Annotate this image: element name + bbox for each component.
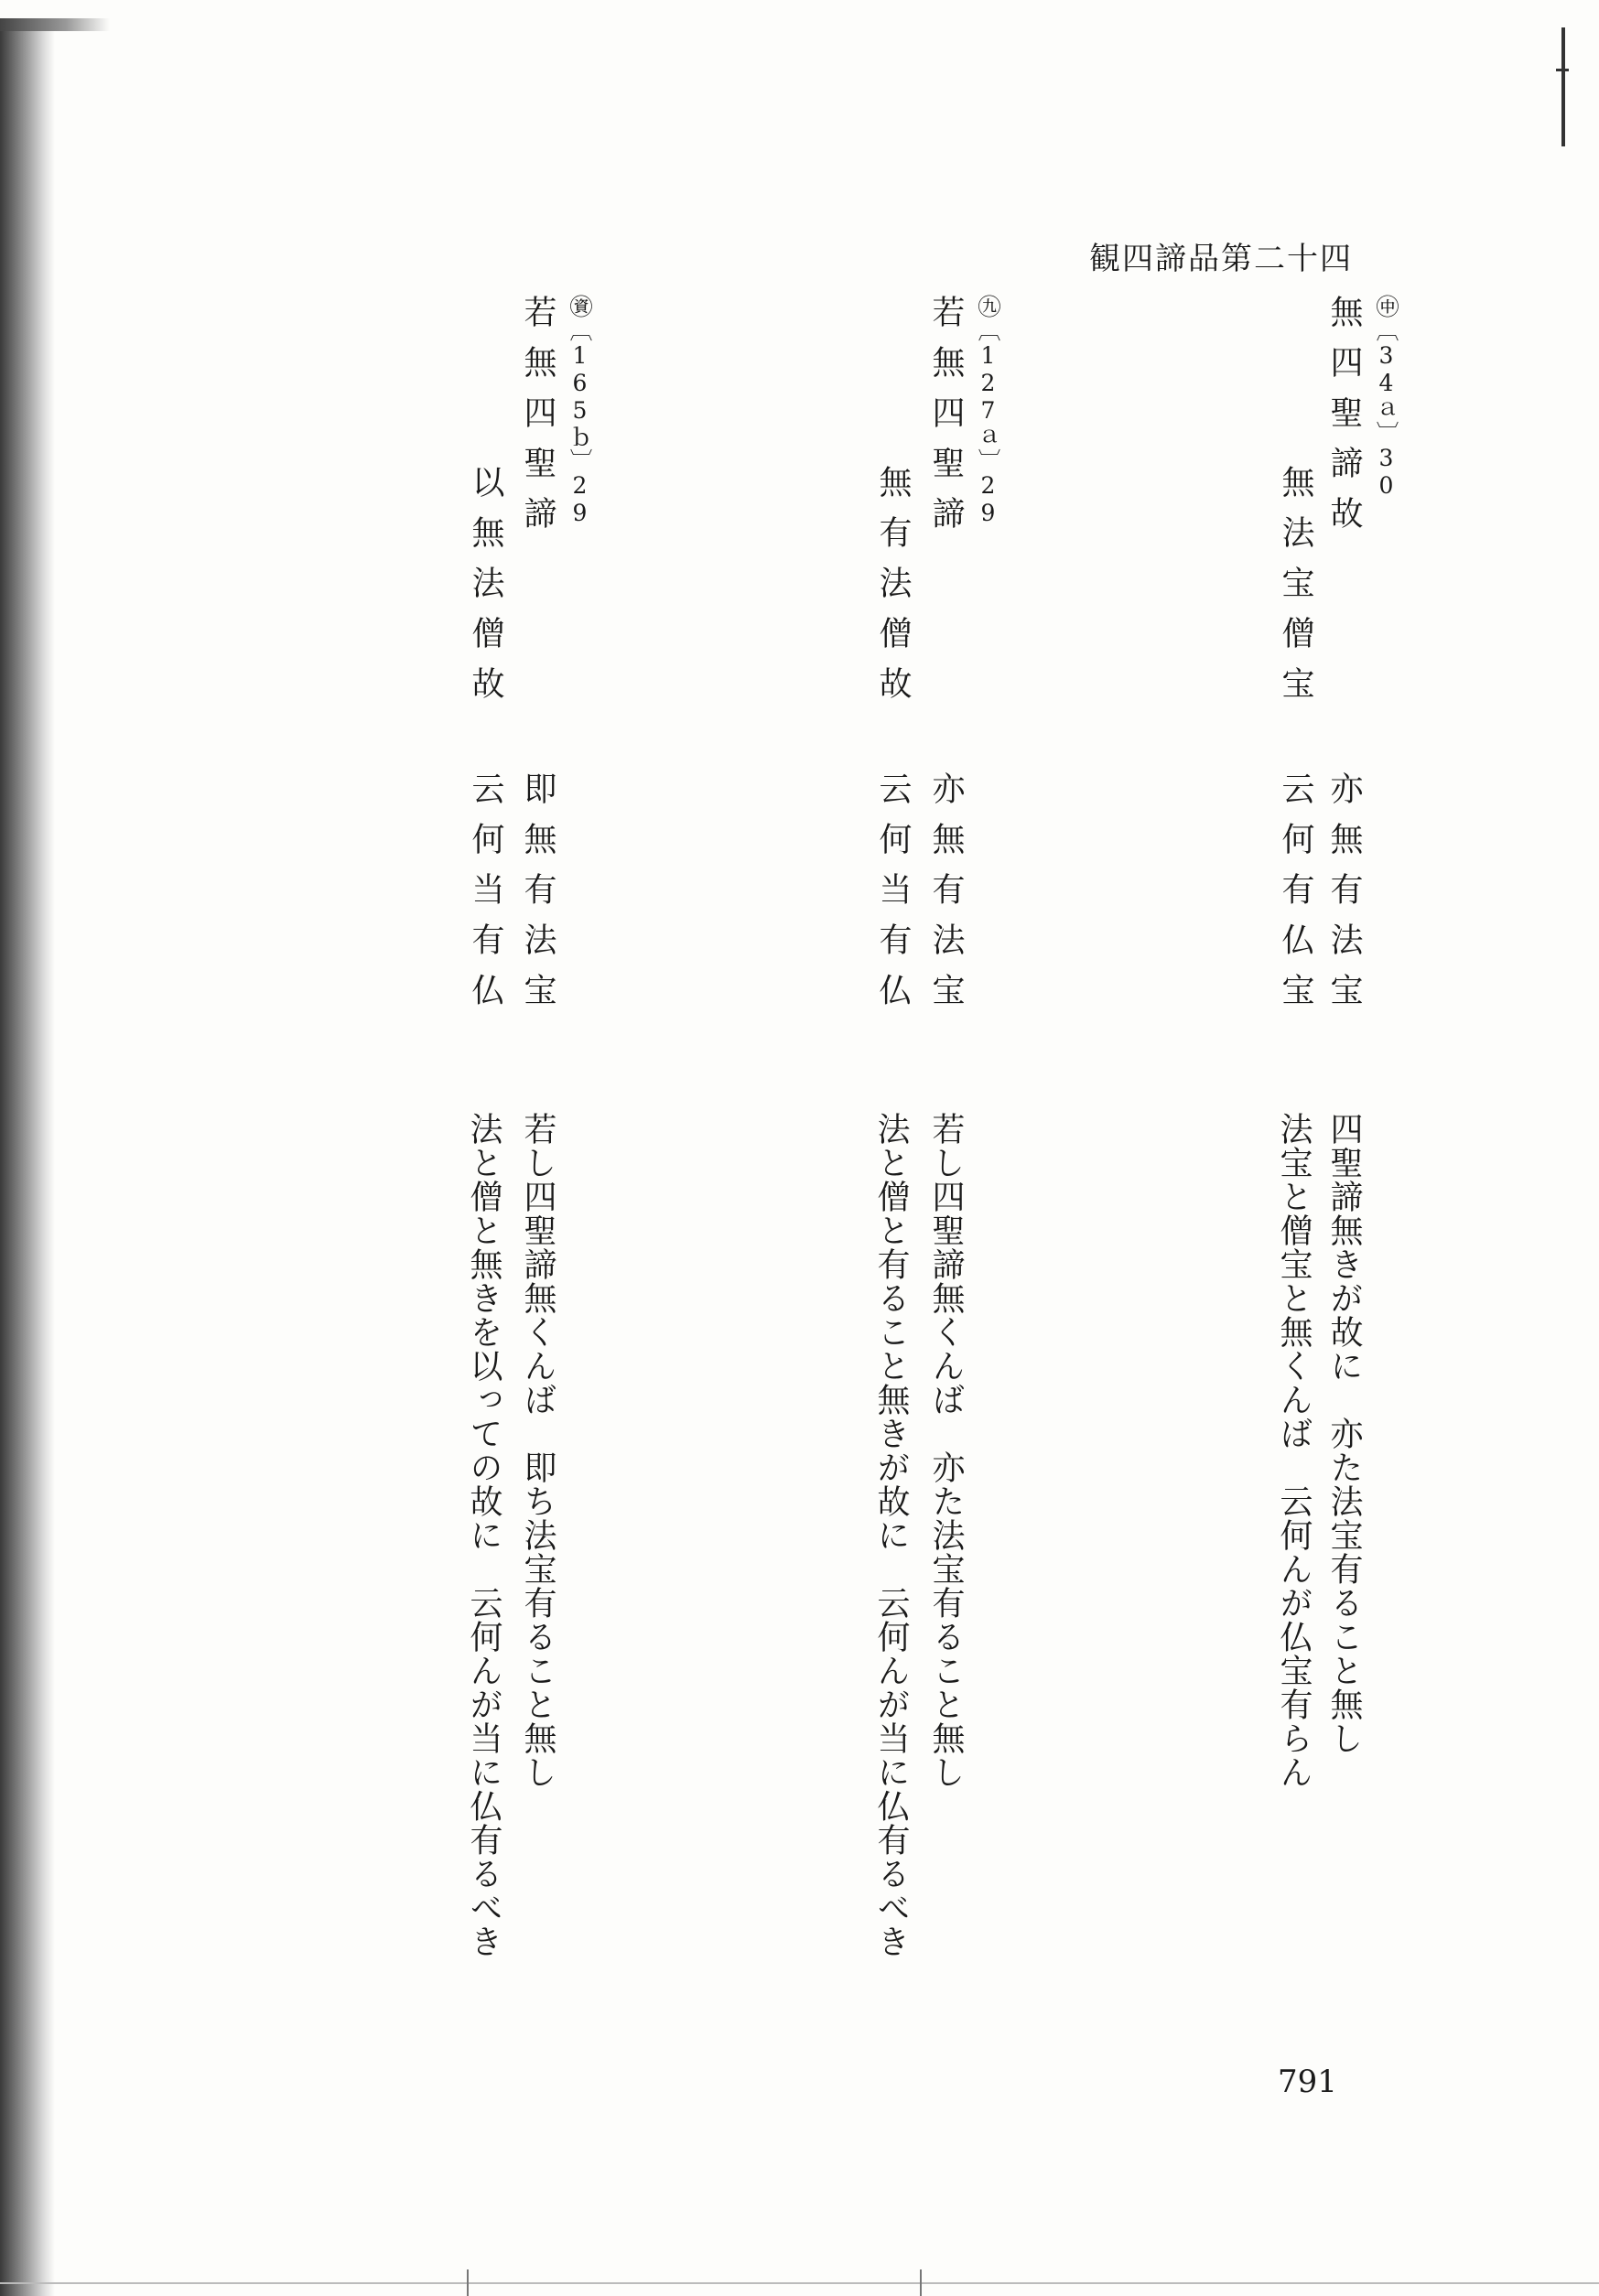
verse-1-translation-2: 法宝と僧宝と無くんば 云何んが仏宝有らん <box>1275 1112 1313 1789</box>
scan-bottom-tick <box>467 2269 469 2296</box>
running-head: 観四諦品第二十四 <box>1089 241 1353 277</box>
verse-3-col-1 <box>519 295 598 546</box>
verse-1-translation-1: 四聖諦無きが故に 亦た法宝有ること無し <box>1325 1112 1363 1755</box>
verse-text: 若無四聖諦 <box>519 295 556 546</box>
scan-bottom-edge <box>0 2282 1599 2284</box>
page-number: 791 <box>1278 2064 1337 2100</box>
verse-1-col-2: 無法宝僧宝 <box>1277 465 1314 717</box>
verse-1-col-1b: 亦無有法宝 <box>1325 771 1363 1023</box>
verse-2-col-2: 無有法僧故 <box>874 465 912 717</box>
verse-ref: ㊥〔34ａ〕30 <box>1373 295 1399 500</box>
verse-1-col-2b: 云何有仏宝 <box>1277 771 1314 1023</box>
verse-3-col-2b: 云何当有仏 <box>467 771 504 1023</box>
verse-2-col-1 <box>927 295 1006 546</box>
verse-ref: ㊮〔165ｂ〕29 <box>567 295 593 527</box>
verse-text: 無四聖諦故 <box>1325 295 1363 546</box>
verse-3-col-1b: 即無有法宝 <box>519 771 556 1023</box>
book-spine-shadow <box>0 18 55 2296</box>
verse-ref: ㊈〔127ａ〕29 <box>975 295 1001 527</box>
scan-edge-tick <box>1556 69 1569 71</box>
verse-2-col-2b: 云何当有仏 <box>874 771 912 1023</box>
scan-top-edge <box>0 18 110 31</box>
verse-1-col-1 <box>1325 295 1404 546</box>
verse-3-col-2: 以無法僧故 <box>467 465 504 717</box>
verse-text: 若無四聖諦 <box>927 295 965 546</box>
verse-2-translation-2: 法と僧と有ること無きが故に 云何んが当に仏有るべき <box>872 1112 910 1958</box>
verse-2-col-1b: 亦無有法宝 <box>927 771 965 1023</box>
verse-3-translation-1: 若し四聖諦無くんば 即ち法宝有ること無し <box>519 1112 556 1789</box>
verse-2-translation-1: 若し四聖諦無くんば 亦た法宝有ること無し <box>927 1112 965 1789</box>
scan-edge-mark <box>1561 27 1565 146</box>
verse-3-translation-2: 法と僧と無きを以っての故に 云何んが当に仏有るべき <box>465 1112 502 1958</box>
scan-bottom-tick <box>920 2269 922 2296</box>
